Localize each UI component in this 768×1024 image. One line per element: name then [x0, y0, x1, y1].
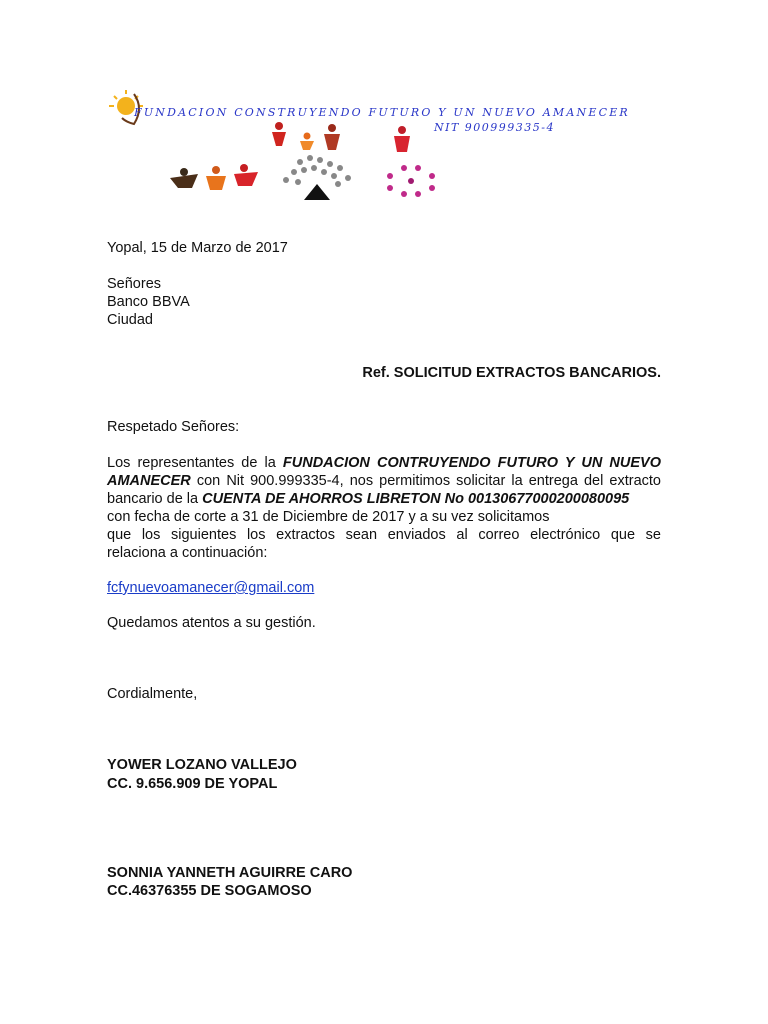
body-text: Los representantes de la: [107, 455, 283, 471]
recipient-line: Banco BBVA: [107, 294, 190, 310]
figures-circle-icon: [387, 165, 435, 197]
body-line: [107, 472, 661, 490]
organization-name: FUNDACION CONTRUYENDO FUTURO Y UN NUEVO: [282, 455, 661, 471]
signer-name: SONNIA YANNETH AGUIRRE CARO: [107, 865, 353, 881]
letter-date: Yopal, 15 de Marzo de 2017: [107, 240, 288, 256]
letterhead: [104, 88, 664, 210]
signer-id: CC. 9.656.909 DE YOPAL: [107, 776, 278, 792]
tree-icon: [283, 155, 351, 200]
body-line: [107, 454, 661, 472]
body-line: con fecha de corte a 31 de Diciembre de 2017 y a su vez solicitamos: [107, 509, 550, 525]
recipient-line: Señores: [107, 276, 162, 292]
body-text: con Nit 900.999335-4, nos permitimos solicitar la entrega del extracto: [190, 473, 661, 489]
signer-name: YOWER LOZANO VALLEJO: [107, 757, 297, 773]
account-number: CUENTA DE AHORROS LIBRETON No 00130677000200080095: [202, 491, 630, 507]
closing-note: Quedamos atentos a su gestión.: [107, 615, 316, 631]
body-text: bancario de la: [107, 491, 203, 507]
recipient-line: Ciudad: [107, 312, 153, 328]
body-paragraph: [107, 454, 661, 562]
organization-name: AMANECER: [107, 473, 191, 489]
letterhead-nit: NIT 900999335-4: [434, 121, 556, 134]
email-line: [107, 580, 314, 596]
body-line: que los siguientes los extractos sean enviados al correo electrónico que se: [107, 527, 661, 543]
dancers-top-icon: [272, 122, 410, 152]
farewell: Cordialmente,: [107, 686, 198, 702]
body-line: [107, 490, 661, 508]
salutation: Respetado Señores:: [107, 419, 240, 435]
letterhead-title: FUNDACION CONSTRUYENDO FUTURO Y UN NUEVO AMANECER: [134, 106, 630, 119]
reference-line: Ref. SOLICITUD EXTRACTOS BANCARIOS.: [362, 365, 661, 381]
email-link[interactable]: fcfynuevoamanecer@gmail.com: [107, 580, 315, 596]
signer-id: CC.46376355 DE SOGAMOSO: [107, 883, 312, 899]
dancers-bottom-icon: [170, 164, 258, 190]
body-line: relaciona a continuación:: [107, 545, 268, 561]
